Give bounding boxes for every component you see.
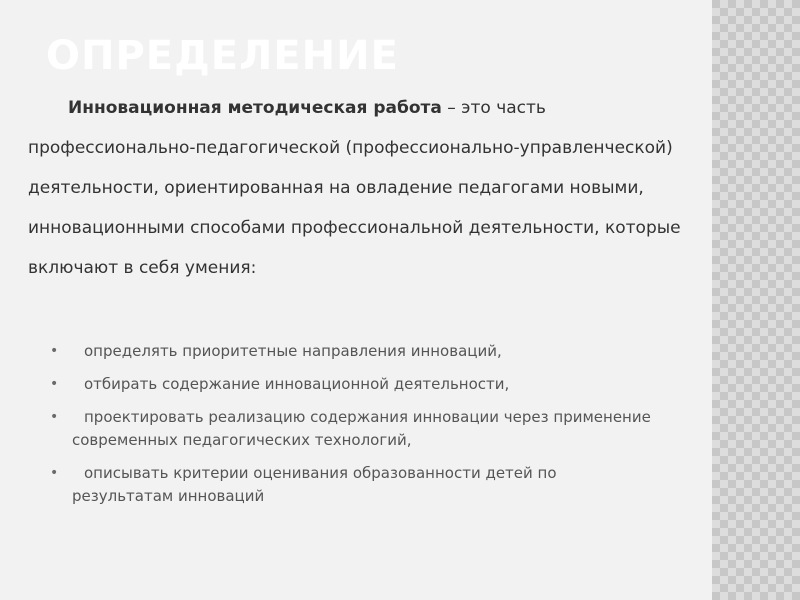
list-item-text: отбирать содержание инновационной деятельности, <box>84 375 510 393</box>
bullet-dot-icon: • <box>50 409 59 425</box>
bullet-dot-icon: • <box>50 376 59 392</box>
list-item-text: проектировать реализацию содержания инновации через применение современных педагогических технологий, <box>72 408 651 449</box>
definition-paragraph <box>28 88 700 288</box>
list-item-text: определять приоритетные направления инноваций, <box>84 342 502 360</box>
list-item <box>50 340 652 363</box>
diamond-pattern-icon <box>712 0 800 600</box>
list-item-text: описывать критерии оценивания образованности детей по результатам инноваций <box>72 464 557 505</box>
bullet-dot-icon: • <box>50 465 59 481</box>
skills-list <box>50 340 652 518</box>
list-item <box>50 373 652 396</box>
definition-text: – это часть профессионально-педагогической (профессионально-управленческой) деятельности, ориентированная на овладение педагогами новыми, инновационными способами профессиональной деятельности, которые включают в себя умения: <box>28 98 681 278</box>
list-item <box>50 462 652 508</box>
slide-title: ОПРЕДЕЛЕНИЕ <box>46 33 399 79</box>
list-item <box>50 406 652 452</box>
definition-term: Инновационная методическая работа <box>68 98 442 118</box>
bullet-dot-icon: • <box>50 343 59 359</box>
